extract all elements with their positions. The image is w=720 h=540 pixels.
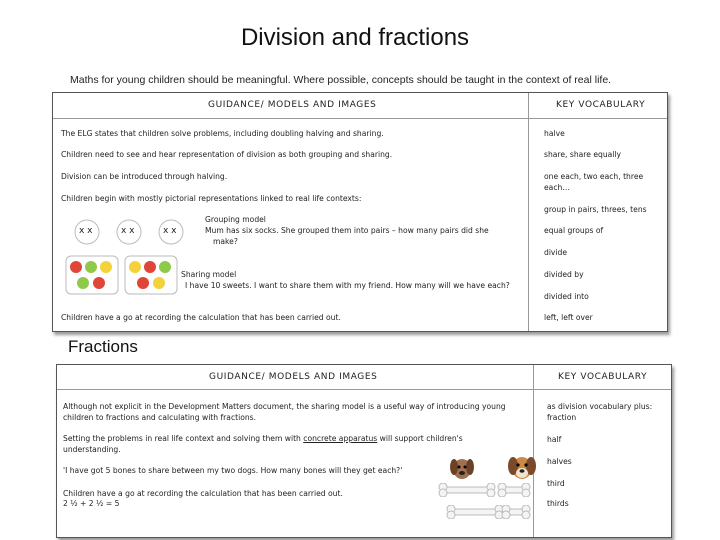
column-divider: [528, 93, 529, 331]
bone-icon: [501, 505, 531, 519]
guidance-text: Setting the problems in real life context and solving them with: [63, 434, 304, 443]
vocab-item: one each, two each, three each…: [544, 172, 644, 192]
dog-icon: [449, 455, 475, 481]
sharing-model-text: I have 10 sweets. I want to share them with my friend. How many will we have each?: [185, 281, 510, 290]
page-title: Division and fractions: [240, 24, 470, 51]
guidance-item: Division can be introduced through halving.: [61, 172, 228, 181]
vocab-item: equal groups of: [544, 226, 604, 235]
fractions-table: [56, 364, 672, 538]
sock-mark: x x: [79, 226, 93, 236]
grouping-model-text: Mum has six socks. She grouped them into pairs – how many pairs did she: [205, 226, 489, 235]
guidance-header: GUIDANCE/ MODELS AND IMAGES: [209, 372, 378, 382]
sharing-model-title: Sharing model: [181, 270, 237, 279]
guidance-item: The ELG states that children solve problems, including doubling halving and sharing.: [61, 129, 384, 138]
guidance-item: Children have a go at recording the calculation that has been carried out.: [61, 313, 341, 322]
fractions-heading: Fractions: [68, 337, 138, 356]
vocab-item: halve: [544, 129, 565, 138]
dog-icon: [507, 453, 537, 481]
guidance-item: Children begin with mostly pictorial representations linked to real life contexts:: [61, 194, 362, 203]
intro-text: Maths for young children should be meaningful. Where possible, concepts should be taught in the context of real life.: [70, 74, 612, 86]
vocab-item: share, share equally: [544, 150, 622, 159]
vocab-header: KEY VOCABULARY: [556, 100, 646, 110]
vocab-item: left, left over: [544, 313, 593, 322]
vocab-item: divide: [544, 248, 568, 257]
vocab-item: as division vocabulary plus: fraction: [547, 402, 653, 422]
concrete-apparatus-text: concrete apparatus: [303, 434, 378, 443]
vocab-item: divided by: [544, 270, 584, 279]
vocab-header: KEY VOCABULARY: [558, 372, 648, 382]
guidance-item: Children need to see and hear representation of division as both grouping and sharing.: [61, 150, 393, 159]
guidance-item: Although not explicit in the Development Matters document, the sharing model is a useful way of introducing young children to fractions and calculating with fractions.: [63, 402, 506, 422]
sock-mark: x x: [163, 226, 177, 236]
vocab-item: half: [547, 435, 562, 444]
guidance-text: will support children's understanding.: [63, 434, 463, 454]
sock-mark: x x: [121, 226, 135, 236]
column-divider: [533, 365, 534, 537]
vocab-item: thirds: [547, 499, 569, 508]
grouping-model-text: make?: [213, 237, 238, 246]
guidance-item: [63, 433, 503, 455]
header-divider: [57, 389, 671, 390]
grouping-model-title: Grouping model: [205, 215, 266, 224]
vocab-item: divided into: [544, 292, 589, 301]
vocab-item: third: [547, 479, 565, 488]
division-table: [52, 92, 668, 332]
guidance-item: Children have a go at recording the calculation that has been carried out.: [63, 489, 343, 498]
calculation-text: 2 ½ + 2 ½ = 5: [63, 499, 120, 508]
guidance-item: 'I have got 5 bones to share between my two dogs. How many bones will they get each?': [63, 466, 403, 475]
header-divider: [53, 118, 667, 119]
sweets-sharing-image: [65, 255, 179, 295]
sweets-icon: [65, 255, 179, 295]
guidance-header: GUIDANCE/ MODELS AND IMAGES: [208, 100, 377, 110]
vocab-item: group in pairs, threes, tens: [544, 205, 647, 214]
bone-icon: [497, 483, 531, 497]
bone-icon: [445, 505, 505, 519]
bone-icon: [437, 483, 497, 497]
socks-grouping-image: [67, 218, 197, 246]
vocab-item: halves: [547, 457, 572, 466]
